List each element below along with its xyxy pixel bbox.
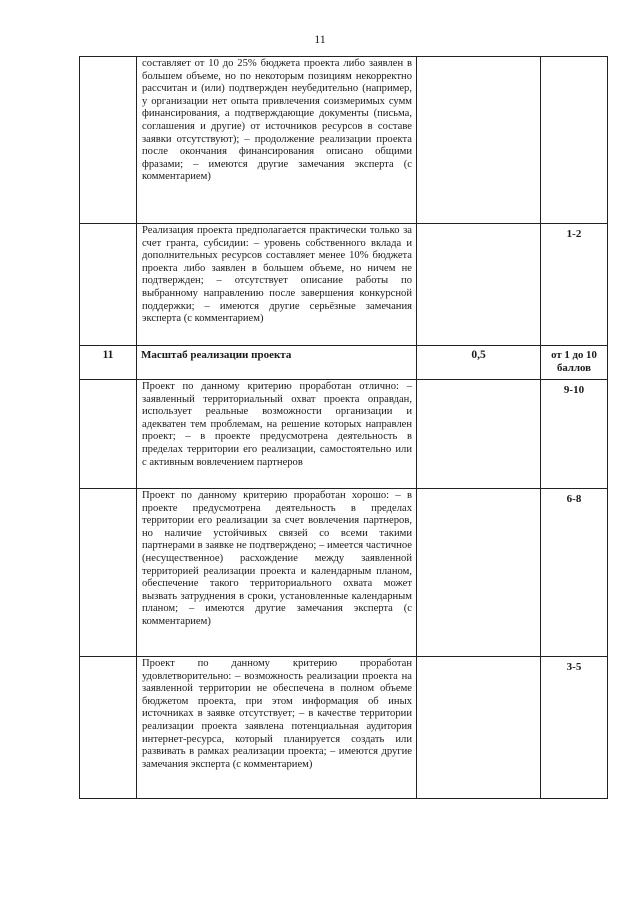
- weight-cell: [417, 57, 541, 224]
- score-cell: [541, 346, 608, 380]
- score-range: 6-8: [566, 493, 582, 505]
- weight-cell: [417, 657, 541, 799]
- weight-cell: [417, 380, 541, 489]
- number-cell: [80, 57, 137, 224]
- description-cell: [137, 657, 417, 799]
- number-cell: [80, 380, 137, 489]
- table-row: [80, 380, 608, 489]
- description-cell: [137, 346, 417, 380]
- score-cell: [541, 57, 608, 224]
- score-cell: [541, 224, 608, 346]
- score-cell: [541, 657, 608, 799]
- criterion-weight: 0,5: [471, 349, 486, 361]
- criterion-title: Масштаб реализации проекта: [141, 349, 292, 361]
- score-range: 9-10: [563, 384, 585, 396]
- weight-cell: [417, 224, 541, 346]
- number-cell: [80, 489, 137, 657]
- criteria-table: [79, 56, 608, 799]
- description-cell: [137, 224, 417, 346]
- description-cell: [137, 489, 417, 657]
- description-cell: [137, 57, 417, 224]
- level-description: Реализация проекта предполагается практически только за счет гранта, субсидии: – уровень собственного вклада и дополнительных ресурсов составляет менее 10% бюджета проекта либо заявлен в большем объеме, но ничем не подтвержден; – отсутствует описание работы по выбранному направлению после завершения конкурсной поддержки; – имеются другие серьёзные замечания эксперта (с комментарием): [142, 225, 412, 325]
- table-row: [80, 657, 608, 799]
- weight-cell: [417, 346, 541, 380]
- criterion-number: 11: [102, 349, 114, 361]
- level-description: Проект по данному критерию проработан удовлетворительно: – возможность реализации проекта на заявленной территории не обеспечена в полном объеме бюджетом проекта, при этом информация об иных источниках в заявке отсутствует; – в качестве территории реализации проекта заявлена потенциальная аудитория интернет-ресурса, который планируется создать или развивать в рамках реализации проекта; – имеются другие замечания эксперта (с комментарием): [142, 658, 412, 770]
- score-cell: [541, 489, 608, 657]
- level-description: Проект по данному критерию проработан отлично: – заявленный территориальный охват проекта оправдан, использует реальные возможности организации и адекватен тем проблемам, на решение которых направлен проект; – в проекте предусмотрена деятельность в пределах территории его реализации, самостоятельно или с активным вовлечением партнеров: [142, 381, 412, 468]
- number-cell: [80, 224, 137, 346]
- score-range: 3-5: [566, 661, 582, 673]
- description-cell: [137, 380, 417, 489]
- page-number: 11: [314, 32, 326, 46]
- criterion-scale: от 1 до 10 баллов: [551, 349, 597, 374]
- number-cell: [80, 657, 137, 799]
- score-cell: [541, 380, 608, 489]
- table-row: [80, 489, 608, 657]
- level-description: Проект по данному критерию проработан хорошо: – в проекте предусмотрена деятельность в пределах территории его реализации за счет вовлечения партнеров, но наличие устойчивых связей со всеми такими партнерами в заявке не подтверждено; – имеется частичное (несущественное) расхождение между заявленной территорией реализации проекта и календарным планом, обеспечение такого территориального охвата может вызвать затруднения в сроки, установленные календарным планом; – имеются другие замечания эксперта (с комментарием): [142, 490, 412, 627]
- criterion-header-row: [80, 346, 608, 380]
- level-description: составляет от 10 до 25% бюджета проекта либо заявлен в большем объеме, но по некоторым позициям некорректно рассчитан и (или) подтвержден неубедительно (например, у организации нет опыта привлечения соизмеримых сумм финансирования, а подтверждающие документы (письма, соглашения и другие) от источников ресурсов в составе заявки отсутствуют); – продолжение реализации проекта после окончания финансирования описано общими фразами; – имеются другие замечания эксперта (с комментарием): [142, 58, 412, 183]
- weight-cell: [417, 489, 541, 657]
- table-row: [80, 224, 608, 346]
- score-range: 1-2: [566, 228, 582, 240]
- table-row: [80, 57, 608, 224]
- number-cell: [80, 346, 137, 380]
